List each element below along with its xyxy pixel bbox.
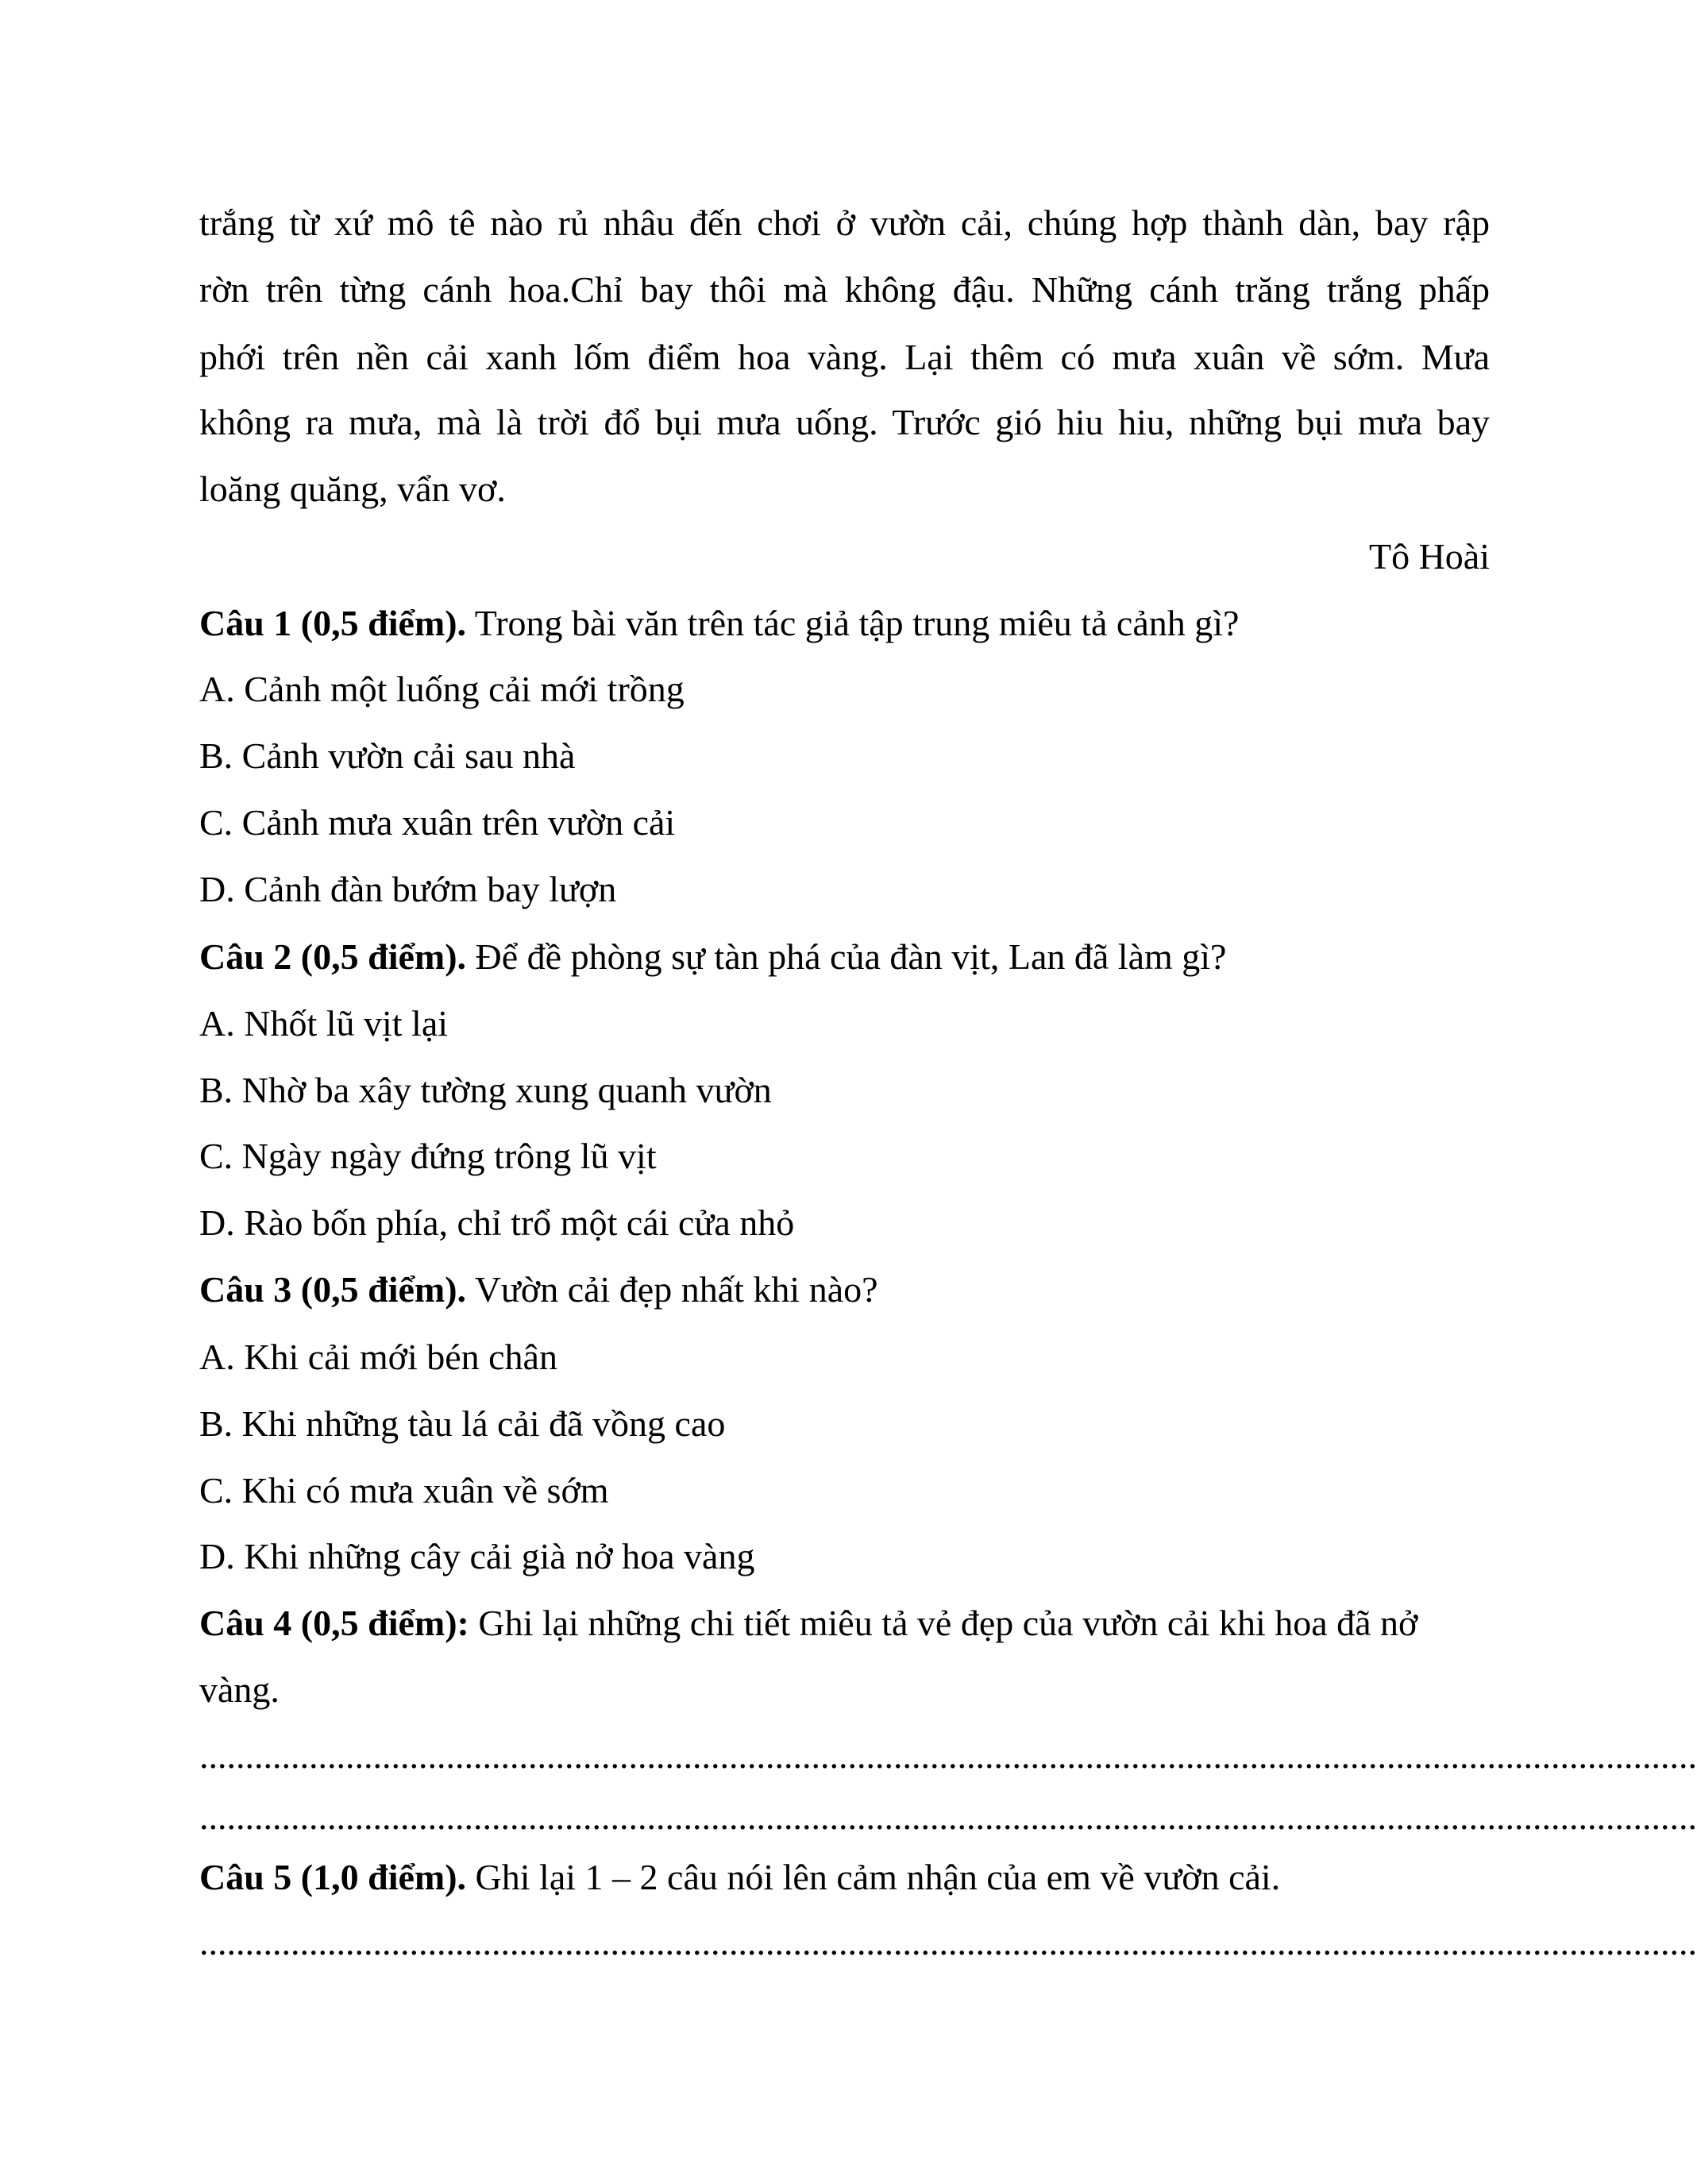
option: A. Nhốt lũ vịt lại: [199, 1003, 449, 1044]
passage-line: phới trên nền cải xanh lốm điểm hoa vàng. Lại thêm có mưa xuân về sớm. Mưa: [199, 337, 1490, 377]
option: C. Khi có mưa xuân về sớm: [199, 1470, 609, 1511]
option: A. Khi cải mới bén chân: [199, 1337, 557, 1377]
question-label: Câu 4 (0,5 điểm):: [199, 1603, 469, 1643]
option: B. Nhờ ba xây tường xung quanh vườn: [199, 1070, 772, 1110]
question-text: Trong bài văn trên tác giả tập trung miêu tả cảnh gì?: [466, 603, 1240, 643]
question-label: Câu 5 (1,0 điểm).: [199, 1857, 467, 1897]
option: C. Ngày ngày đứng trông lũ vịt: [199, 1136, 657, 1176]
passage-line: loăng quăng, vẩn vơ.: [199, 469, 506, 509]
question-label: Câu 2 (0,5 điểm).: [199, 936, 467, 977]
passage-line: không ra mưa, mà là trời đổ bụi mưa uống. Trước gió hiu hiu, những bụi mưa bay: [199, 402, 1490, 442]
question-text: vàng.: [199, 1669, 280, 1710]
question-text: Vườn cải đẹp nhất khi nào?: [466, 1269, 878, 1310]
option: C. Cảnh mưa xuân trên vườn cải: [199, 802, 676, 843]
question-label: Câu 3 (0,5 điểm).: [199, 1269, 467, 1310]
option: A. Cảnh một luống cải mới trồng: [199, 669, 685, 709]
author: Tô Hoài: [1368, 536, 1490, 577]
question-text: Ghi lại 1 – 2 câu nói lên cảm nhận của em về vườn cải.: [466, 1857, 1281, 1897]
passage-line: trắng từ xứ mô tê nào rủ nhâu đến chơi ở vườn cải, chúng hợp thành dàn, bay rập: [199, 203, 1490, 243]
option: D. Cảnh đàn bướm bay lượn: [199, 869, 617, 909]
option: B. Cảnh vườn cải sau nhà: [199, 735, 576, 776]
question-text: Để đề phòng sự tàn phá của đàn vịt, Lan đã làm gì?: [466, 936, 1227, 977]
question-label: Câu 1 (0,5 điểm).: [199, 603, 467, 643]
passage-line: rờn trên từng cánh hoa.Chỉ bay thôi mà không đậu. Những cánh trăng trắng phấp: [199, 269, 1490, 310]
answer-line[interactable]: ....................................................................................................................................................................: [199, 1922, 1697, 1962]
answer-line[interactable]: ....................................................................................................................................................................: [199, 1796, 1697, 1837]
option: D. Rào bốn phía, chỉ trổ một cái cửa nhỏ: [199, 1202, 795, 1243]
question-text: Ghi lại những chi tiết miêu tả vẻ đẹp của vườn cải khi hoa đã nở: [469, 1603, 1418, 1643]
option: B. Khi những tàu lá cải đã vồng cao: [199, 1403, 726, 1444]
option: D. Khi những cây cải già nở hoa vàng: [199, 1536, 755, 1576]
answer-line[interactable]: ....................................................................................................................................................................: [199, 1735, 1697, 1776]
